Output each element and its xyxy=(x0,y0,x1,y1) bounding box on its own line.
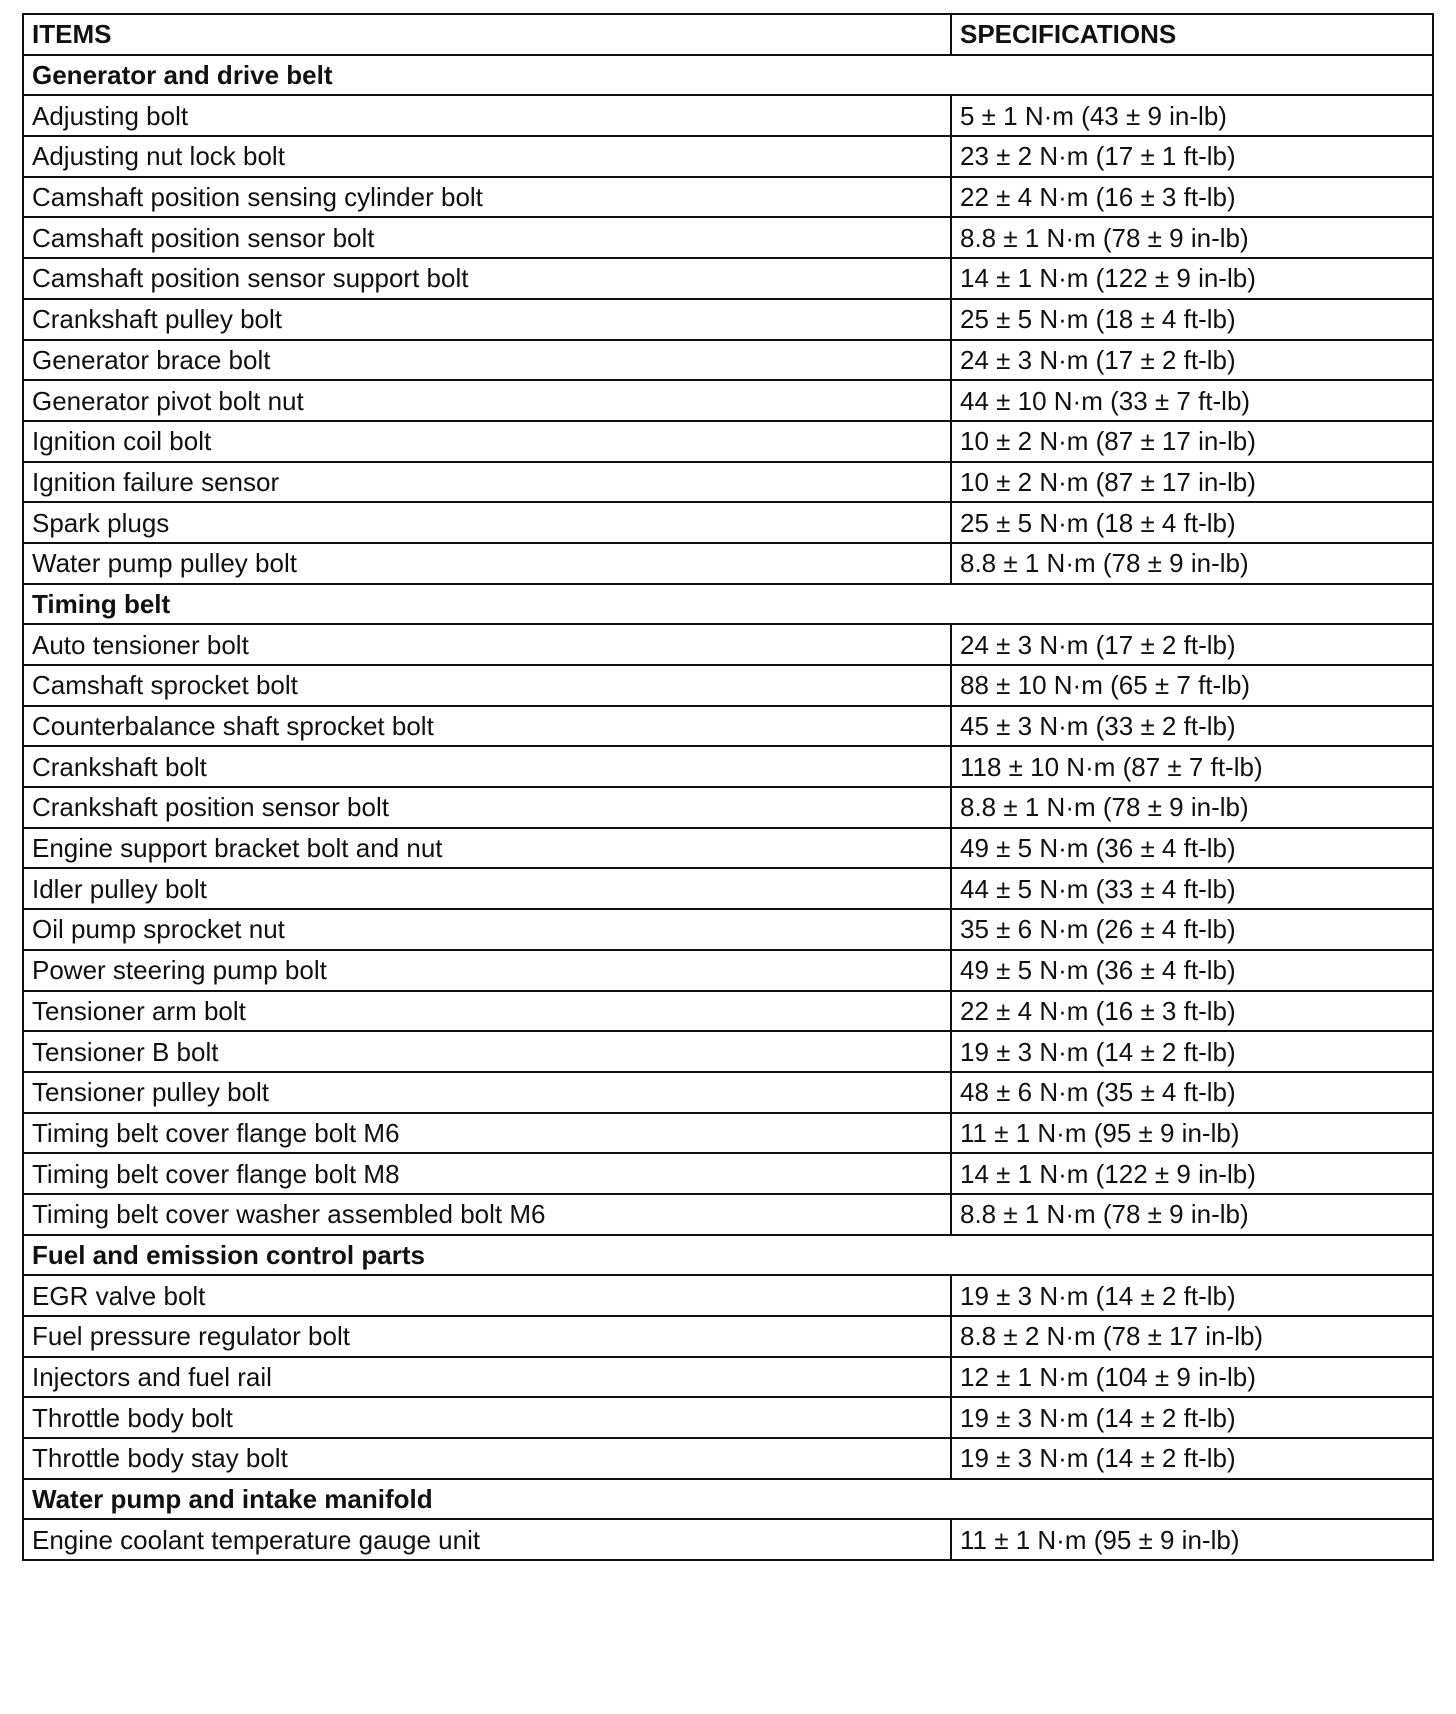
specification-cell: 5 ± 1 N·m (43 ± 9 in-lb) xyxy=(951,95,1433,136)
table-row xyxy=(23,828,1433,869)
specifications-column-header: SPECIFICATIONS xyxy=(951,14,1433,55)
item-cell: Crankshaft bolt xyxy=(23,746,951,787)
item-cell: Ignition failure sensor xyxy=(23,462,951,503)
item-cell: Camshaft position sensing cylinder bolt xyxy=(23,177,951,218)
table-row xyxy=(23,706,1433,747)
item-cell: Auto tensioner bolt xyxy=(23,624,951,665)
item-cell: Counterbalance shaft sprocket bolt xyxy=(23,706,951,747)
item-cell: Camshaft position sensor support bolt xyxy=(23,258,951,299)
specification-cell: 10 ± 2 N·m (87 ± 17 in-lb) xyxy=(951,462,1433,503)
item-cell: Fuel pressure regulator bolt xyxy=(23,1316,951,1357)
table-row xyxy=(23,909,1433,950)
item-cell: Crankshaft position sensor bolt xyxy=(23,787,951,828)
table-row xyxy=(23,787,1433,828)
item-cell: Engine support bracket bolt and nut xyxy=(23,828,951,869)
item-cell: Adjusting bolt xyxy=(23,95,951,136)
item-cell: Water pump pulley bolt xyxy=(23,543,951,584)
table-row xyxy=(23,950,1433,991)
table-row xyxy=(23,1519,1433,1560)
specification-cell: 10 ± 2 N·m (87 ± 17 in-lb) xyxy=(951,421,1433,462)
specification-cell: 22 ± 4 N·m (16 ± 3 ft-lb) xyxy=(951,177,1433,218)
specification-cell: 19 ± 3 N·m (14 ± 2 ft-lb) xyxy=(951,1397,1433,1438)
items-column-header: ITEMS xyxy=(23,14,951,55)
specification-cell: 49 ± 5 N·m (36 ± 4 ft-lb) xyxy=(951,950,1433,991)
item-cell: Throttle body bolt xyxy=(23,1397,951,1438)
table-row xyxy=(23,543,1433,584)
table-row xyxy=(23,380,1433,421)
table-row xyxy=(23,1072,1433,1113)
specification-cell: 24 ± 3 N·m (17 ± 2 ft-lb) xyxy=(951,340,1433,381)
item-cell: EGR valve bolt xyxy=(23,1275,951,1316)
table-row xyxy=(23,746,1433,787)
specification-cell: 14 ± 1 N·m (122 ± 9 in-lb) xyxy=(951,1153,1433,1194)
specification-cell: 11 ± 1 N·m (95 ± 9 in-lb) xyxy=(951,1113,1433,1154)
item-cell: Crankshaft pulley bolt xyxy=(23,299,951,340)
item-cell: Timing belt cover flange bolt M6 xyxy=(23,1113,951,1154)
specification-cell: 88 ± 10 N·m (65 ± 7 ft-lb) xyxy=(951,665,1433,706)
section-header-row xyxy=(23,584,1433,625)
table-row xyxy=(23,299,1433,340)
specification-cell: 12 ± 1 N·m (104 ± 9 in-lb) xyxy=(951,1357,1433,1398)
table-row xyxy=(23,991,1433,1032)
specification-cell: 14 ± 1 N·m (122 ± 9 in-lb) xyxy=(951,258,1433,299)
table-row xyxy=(23,1316,1433,1357)
table-row xyxy=(23,1153,1433,1194)
item-cell: Ignition coil bolt xyxy=(23,421,951,462)
item-cell: Generator brace bolt xyxy=(23,340,951,381)
specification-cell: 19 ± 3 N·m (14 ± 2 ft-lb) xyxy=(951,1275,1433,1316)
table-row xyxy=(23,1113,1433,1154)
table-row xyxy=(23,1275,1433,1316)
table-row xyxy=(23,136,1433,177)
specification-cell: 23 ± 2 N·m (17 ± 1 ft-lb) xyxy=(951,136,1433,177)
item-cell: Camshaft position sensor bolt xyxy=(23,217,951,258)
item-cell: Throttle body stay bolt xyxy=(23,1438,951,1479)
specification-cell: 49 ± 5 N·m (36 ± 4 ft-lb) xyxy=(951,828,1433,869)
item-cell: Injectors and fuel rail xyxy=(23,1357,951,1398)
item-cell: Timing belt cover washer assembled bolt M6 xyxy=(23,1194,951,1235)
item-cell: Power steering pump bolt xyxy=(23,950,951,991)
table-body xyxy=(23,55,1433,1560)
table-row xyxy=(23,1438,1433,1479)
table-row xyxy=(23,502,1433,543)
torque-specifications-table xyxy=(22,13,1434,1561)
table-row xyxy=(23,1031,1433,1072)
table-header-row xyxy=(23,14,1433,55)
specification-cell: 8.8 ± 1 N·m (78 ± 9 in-lb) xyxy=(951,217,1433,258)
specification-cell: 25 ± 5 N·m (18 ± 4 ft-lb) xyxy=(951,299,1433,340)
item-cell: Idler pulley bolt xyxy=(23,868,951,909)
item-cell: Tensioner B bolt xyxy=(23,1031,951,1072)
table-row xyxy=(23,462,1433,503)
table-row xyxy=(23,624,1433,665)
item-cell: Timing belt cover flange bolt M8 xyxy=(23,1153,951,1194)
section-title: Water pump and intake manifold xyxy=(23,1479,1433,1520)
table-row xyxy=(23,217,1433,258)
specification-cell: 19 ± 3 N·m (14 ± 2 ft-lb) xyxy=(951,1438,1433,1479)
table-row xyxy=(23,1357,1433,1398)
specification-cell: 19 ± 3 N·m (14 ± 2 ft-lb) xyxy=(951,1031,1433,1072)
specification-cell: 45 ± 3 N·m (33 ± 2 ft-lb) xyxy=(951,706,1433,747)
specification-cell: 8.8 ± 1 N·m (78 ± 9 in-lb) xyxy=(951,1194,1433,1235)
item-cell: Camshaft sprocket bolt xyxy=(23,665,951,706)
specification-cell: 48 ± 6 N·m (35 ± 4 ft-lb) xyxy=(951,1072,1433,1113)
table-row xyxy=(23,421,1433,462)
table-row xyxy=(23,868,1433,909)
specification-cell: 25 ± 5 N·m (18 ± 4 ft-lb) xyxy=(951,502,1433,543)
specification-cell: 11 ± 1 N·m (95 ± 9 in-lb) xyxy=(951,1519,1433,1560)
table-row xyxy=(23,177,1433,218)
section-header-row xyxy=(23,55,1433,96)
item-cell: Engine coolant temperature gauge unit xyxy=(23,1519,951,1560)
specification-cell: 24 ± 3 N·m (17 ± 2 ft-lb) xyxy=(951,624,1433,665)
item-cell: Oil pump sprocket nut xyxy=(23,909,951,950)
item-cell: Tensioner arm bolt xyxy=(23,991,951,1032)
specification-cell: 22 ± 4 N·m (16 ± 3 ft-lb) xyxy=(951,991,1433,1032)
item-cell: Generator pivot bolt nut xyxy=(23,380,951,421)
specification-cell: 8.8 ± 1 N·m (78 ± 9 in-lb) xyxy=(951,543,1433,584)
specification-cell: 35 ± 6 N·m (26 ± 4 ft-lb) xyxy=(951,909,1433,950)
table-row xyxy=(23,95,1433,136)
item-cell: Tensioner pulley bolt xyxy=(23,1072,951,1113)
table-row xyxy=(23,258,1433,299)
table-row xyxy=(23,665,1433,706)
section-title: Fuel and emission control parts xyxy=(23,1235,1433,1276)
specification-cell: 118 ± 10 N·m (87 ± 7 ft-lb) xyxy=(951,746,1433,787)
section-header-row xyxy=(23,1235,1433,1276)
section-header-row xyxy=(23,1479,1433,1520)
section-title: Timing belt xyxy=(23,584,1433,625)
specification-cell: 8.8 ± 2 N·m (78 ± 17 in-lb) xyxy=(951,1316,1433,1357)
specification-cell: 44 ± 10 N·m (33 ± 7 ft-lb) xyxy=(951,380,1433,421)
specification-cell: 8.8 ± 1 N·m (78 ± 9 in-lb) xyxy=(951,787,1433,828)
item-cell: Adjusting nut lock bolt xyxy=(23,136,951,177)
specification-cell: 44 ± 5 N·m (33 ± 4 ft-lb) xyxy=(951,868,1433,909)
section-title: Generator and drive belt xyxy=(23,55,1433,96)
table-row xyxy=(23,340,1433,381)
table-row xyxy=(23,1397,1433,1438)
table-row xyxy=(23,1194,1433,1235)
item-cell: Spark plugs xyxy=(23,502,951,543)
